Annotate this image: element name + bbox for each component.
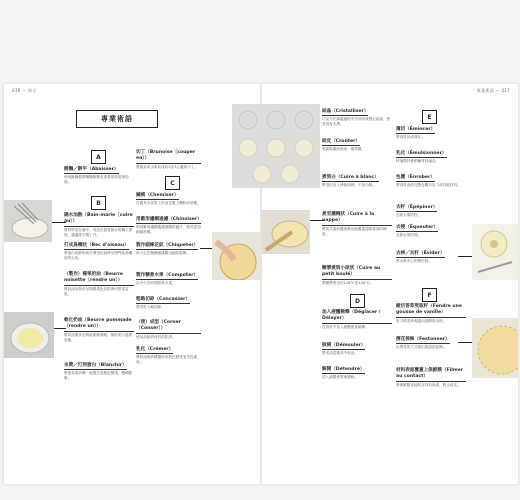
entry-desc: 以小火長時間熬煮水果。 xyxy=(136,281,176,286)
macaron-shells-photo xyxy=(232,104,320,188)
glossary-entry xyxy=(64,213,134,238)
entry-term: 用錐形濾網過濾（Chinoiser） xyxy=(136,217,201,224)
entry-term: （製作）榛果奶油（Beurre noisette〔rendre un〕） xyxy=(64,272,134,286)
entry-term: 鋪模（Chemiser） xyxy=(136,193,179,200)
entry-desc: 將奶油攪拌至質地柔軟滑順，類似美乃滋的狀態。 xyxy=(64,332,133,342)
entry-desc: 將保鮮膜直接貼在材料表面，防止結皮。 xyxy=(396,382,461,387)
entry-desc: 將塔皮放入烤箱預烤，不加內餡。 xyxy=(322,183,376,188)
entry-term: 加入液體稀釋（Déglacer / Délayer） xyxy=(322,310,392,324)
entry-term: 去梗（Équeuter） xyxy=(396,225,438,232)
glossary-entry xyxy=(136,216,201,235)
glossary-entry xyxy=(64,362,134,381)
entry-desc: 將食材大略切碎。 xyxy=(136,305,165,310)
pastry-hands-photo xyxy=(212,232,260,280)
section-letter-b: B xyxy=(91,196,106,210)
entry-desc: 去除水果的籽。 xyxy=(396,213,422,218)
entry-term: 隔水加熱（Bain-marie〔cuire au〕） xyxy=(64,213,134,227)
section-letter-a: A xyxy=(91,150,106,164)
entry-term: 擠花裝飾（Festonner） xyxy=(396,337,450,344)
glossary-entry xyxy=(396,150,466,164)
entry-term: 糖漿煮到小球狀（Cuire au petit boulé） xyxy=(322,266,392,280)
glossary-entry xyxy=(136,150,201,170)
left-page xyxy=(4,84,260,484)
section-letter-c: C xyxy=(165,176,180,190)
entry-desc: 去除水果的梗。 xyxy=(396,233,422,238)
glossary-entry xyxy=(322,108,392,127)
glossary-entry xyxy=(396,126,466,140)
entry-desc: 使用刮板將材料刮乾淨。 xyxy=(136,334,176,339)
entry-desc: 將糖漿煮至約118°C至120°C。 xyxy=(322,280,374,285)
glossary-entry xyxy=(322,174,392,188)
entry-desc: 用刀將香草莢縱向剖開取出籽。 xyxy=(396,318,447,323)
entry-desc: 巧克力在調溫過程中冷卻形成穩定結晶，使其具有光澤。 xyxy=(322,117,391,127)
glossary-entry xyxy=(322,138,392,152)
entry-desc: 以擠花的方式做出波浪狀裝飾。 xyxy=(396,345,447,350)
whisk-photo xyxy=(4,200,52,242)
glossary-entry xyxy=(136,242,201,256)
entry-term: 解開（Détendre） xyxy=(322,367,365,374)
entry-term: 去籽（Épépiner） xyxy=(396,205,437,212)
entry-term: 材料表面覆蓋上保鮮膜（Filmer au contact） xyxy=(396,368,466,382)
page-header-left: 016 — 前言 xyxy=(12,88,37,93)
entry-term: 製作糖煮水果（Compoter） xyxy=(136,273,198,280)
glossary-entry xyxy=(396,304,466,324)
section-letter-f: F xyxy=(422,288,437,302)
glossary-entry xyxy=(136,192,201,206)
entry-term: 製作細條花紋（Chiqueter） xyxy=(136,243,198,250)
glossary-entry xyxy=(64,272,134,297)
entry-desc: 在食材中加入液體使其稀釋。 xyxy=(322,324,369,329)
entry-term: 結晶（Cristalliser） xyxy=(322,109,368,116)
entry-term: 切丁（Brunoise〔couper en〕） xyxy=(136,150,201,164)
entry-desc: 將奶油與砂糖攪拌至顏色變淺並呈乳霜狀。 xyxy=(136,355,198,365)
section-letter-e: E xyxy=(422,110,437,124)
entry-term: 軟化奶油（Beurre pommade〔rendre un〕） xyxy=(64,318,134,332)
glossary-entry xyxy=(136,296,201,310)
entry-desc: 快速攪拌使兩種材料融合。 xyxy=(396,159,440,164)
entry-desc: 將英式蛋奶醬加熱至能覆蓋湯匙背面的稠度。 xyxy=(322,226,387,236)
entry-term: 擀麵／擀平（Abaisser） xyxy=(64,167,119,174)
entry-desc: 利用錐形濾網過濾液體或醬汁，使其更加細緻滑順。 xyxy=(136,225,201,235)
apple-photo xyxy=(472,224,518,280)
glossary-entry xyxy=(322,212,392,237)
entry-term: 乳化（Émulsionner） xyxy=(396,151,447,158)
entry-desc: 在模具內部塗上奶油並撒上麵粉或砂糖。 xyxy=(136,201,201,206)
glossary-entry xyxy=(396,368,466,388)
entry-desc: 將成品從模具中取出。 xyxy=(322,351,358,356)
entry-term: 汆燙／打到發白（Blanchir） xyxy=(64,363,127,370)
entry-term: （使）成型（Corner〔Conser〕） xyxy=(136,320,201,334)
glossary-entry xyxy=(136,272,201,286)
tart-photo xyxy=(472,318,518,378)
glossary-entry xyxy=(396,174,466,188)
entry-term: 打成鳥嘴狀（Bec d'oiseau） xyxy=(64,243,129,250)
glossary-entry xyxy=(64,242,134,261)
glossary-entry xyxy=(396,224,466,238)
glossary-entry xyxy=(396,336,466,350)
entry-term: 煮至濃稠狀（Cuire à la nappe） xyxy=(322,212,392,226)
glossary-entry xyxy=(396,204,466,218)
entry-desc: 將食材切成薄片。 xyxy=(396,135,425,140)
entry-desc: 將蔬菜或水果切成約2至3公釐的小丁。 xyxy=(136,164,199,169)
entry-desc: 將蛋黃與砂糖一起攪打至顏色變淺、體積膨脹。 xyxy=(64,371,133,381)
entry-desc: 將食材表面完整包覆巧克力或其他材料。 xyxy=(396,183,461,188)
entry-term: 煮到白（Cuire à blanc） xyxy=(322,175,379,182)
glossary-entry xyxy=(64,318,134,343)
entry-desc: 將蛋白或鮮奶油打發至拉起時呈現彎曲鳥嘴狀的尖角。 xyxy=(64,251,133,261)
right-page xyxy=(262,84,518,484)
page-title: 專業術語 xyxy=(76,110,158,128)
entry-desc: 將奶油加熱至呈現榛果色並散發出堅果香氣。 xyxy=(64,286,129,296)
section-letter-d: D xyxy=(350,294,365,308)
entry-term: 粗略切碎（Concasser） xyxy=(136,297,190,304)
glossary-entry xyxy=(322,310,392,330)
glossary-entry xyxy=(322,266,392,286)
entry-desc: 用刀尖在麵團邊緣劃出細紋裝飾。 xyxy=(136,251,190,256)
entry-desc: 將水果中心的核挖除。 xyxy=(396,259,432,264)
glossary-entry xyxy=(322,342,392,356)
entry-desc: 加入液體使質地變軟。 xyxy=(322,375,358,380)
glossary-entry xyxy=(322,366,392,380)
entry-term: 乳化（Crémer） xyxy=(136,347,173,354)
entry-term: 縱切香草莢取籽（Fendre une gousse de vanille） xyxy=(396,304,466,318)
entry-desc: 將材料放在碗中，再放在裝有熱水的鍋上加熱，讓溫度平穩上升。 xyxy=(64,227,133,237)
entry-term: 去核／去籽（Évider） xyxy=(396,251,445,258)
custard-spoon-photo xyxy=(262,210,310,254)
entry-desc: 表面乾燥而形成一層薄膜。 xyxy=(322,147,366,152)
leader-line xyxy=(458,256,472,257)
entry-term: 脫模（Démouler） xyxy=(322,343,365,350)
glossary-entry xyxy=(136,346,201,365)
entry-term: 包覆（Enrober） xyxy=(396,175,435,182)
glossary-entry xyxy=(64,166,134,185)
entry-term: 薄切（Émincer） xyxy=(396,127,435,134)
entry-term: 結皮（Croûter） xyxy=(322,139,360,146)
glossary-entry xyxy=(396,250,466,264)
leader-line xyxy=(458,342,472,343)
entry-desc: 使用擀麵棍將麵團擀壓成需要的厚度與形狀。 xyxy=(64,175,129,185)
glossary-entry xyxy=(136,320,201,340)
butter-bowl-photo xyxy=(4,312,54,358)
page-header-right: 專業術語 — 017 xyxy=(476,88,510,93)
